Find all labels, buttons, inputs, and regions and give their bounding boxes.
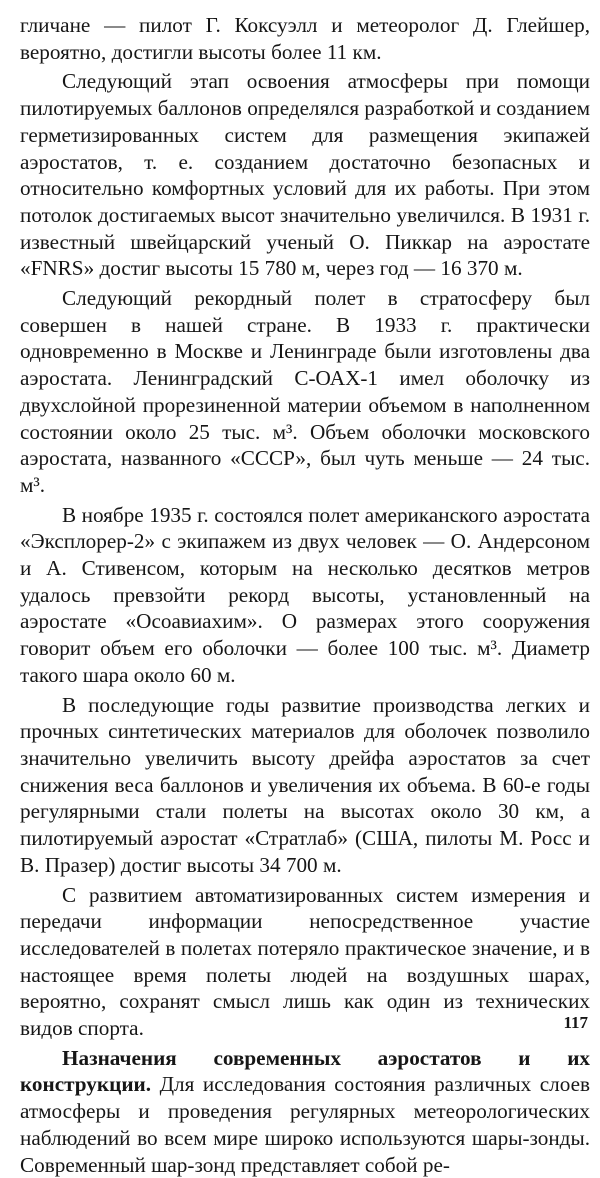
paragraph-5: В последующие годы развитие производства легких и прочных синтетических материалов для оболочек позволило значительно увеличить высоту дрейфа аэростатов за счет снижения веса баллонов и увеличения их объема. В 60-е годы регулярными стали полеты на высотах около 30 км, а пилотируемый аэростат «Стратлаб» (США, пилоты М. Росс и В. Празер) достиг высоты 34 700 м.: [20, 692, 590, 877]
paragraph-3: Следующий рекордный полет в стратосферу был совершен в нашей стране. В 1933 г. практически одновременно в Москве и Ленинграде были изготовлены два аэростата. Ленинградский С-ОАХ-1 имел оболочку из двухслойной прорезиненной материи объемом в наполненном состоянии около 25 тыс. м³. Объем оболочки московского аэростата, названного «СССР», был чуть меньше — 24 тыс. м³.: [20, 286, 590, 497]
section-paragraph: [20, 1045, 590, 1178]
book-page: [20, 12, 590, 1178]
paragraph-6: С развитием автоматизированных систем измерения и передачи информации непосредственное участие исследователей в полетах потеряло практическое значение, и в настоящее время полеты людей на воздушных шарах, вероятно, сохранят смысл лишь как один из технических видов спорта.: [20, 882, 590, 1041]
paragraph-1: гличане — пилот Г. Коксуэлл и метеоролог Д. Глейшер, вероятно, достигли высоты более 11 км.: [20, 13, 590, 64]
paragraph-4: В ноябре 1935 г. состоялся полет американского аэростата «Эксплорер-2» с экипажем из двух человек — О. Андерсоном и А. Стивенсом, которым на несколько десятков метров удалось превзойти рекорд высоты, установленный на аэростате «Осоавиахим». О размерах этого сооружения говорит объем его оболочки — более 100 тыс. м³. Диаметр такого шара около 60 м.: [20, 502, 590, 687]
section-text: Для исследования состояния различных слоев атмосферы и проведения регулярных метеорологических наблюдений во всем мире широко используются шары-зонды. Современный шар-зонд представляет собой ре-: [20, 1072, 590, 1177]
page-number: 117: [563, 1013, 588, 1032]
paragraph-2: Следующий этап освоения атмосферы при помощи пилотируемых баллонов определялся разработкой и созданием герметизированных систем для размещения экипажей аэростатов, т. е. созданием достаточно безопасных и относительно комфортных условий для их работы. При этом потолок достигаемых высот значительно увеличился. В 1931 г. известный швейцарский ученый О. Пиккар на аэростате «FNRS» достиг высоты 15 780 м, через год — 16 370 м.: [20, 69, 590, 281]
section-heading: Назначения современных аэростатов и их конструкции.: [20, 1045, 590, 1097]
